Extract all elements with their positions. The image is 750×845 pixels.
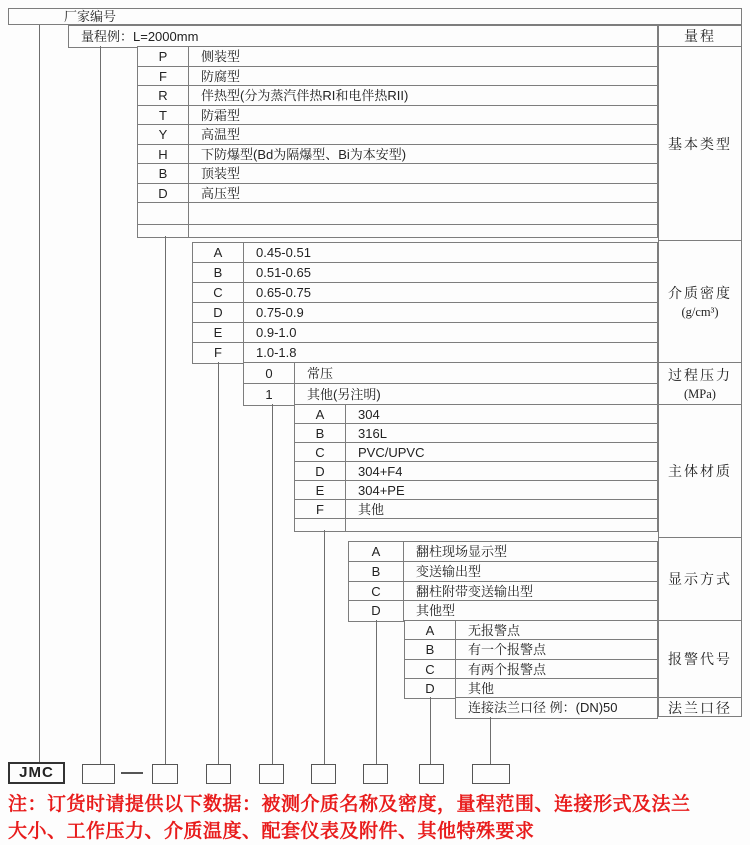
row-code: F xyxy=(295,500,346,518)
section-alarm xyxy=(404,620,658,699)
table-row xyxy=(193,263,657,283)
table-row xyxy=(138,47,657,67)
table-row xyxy=(295,443,657,462)
code-box xyxy=(419,764,444,784)
table-row xyxy=(295,481,657,500)
connector-line xyxy=(430,697,431,764)
row-description: 高压型 xyxy=(201,185,241,201)
row-code: R xyxy=(138,86,189,105)
category-label-range xyxy=(659,26,741,47)
table-row xyxy=(138,86,657,106)
category-label-text: 法兰口径 xyxy=(668,702,732,717)
row-description: 其他 xyxy=(358,502,385,517)
row-code: F xyxy=(138,67,189,86)
table-row xyxy=(193,283,657,303)
row-description: 304+F4 xyxy=(358,464,403,479)
category-label-text: 主体材质 xyxy=(668,465,732,480)
row-description: 无报警点 xyxy=(468,623,521,638)
row-code: A xyxy=(405,621,456,639)
row-description: 其他型 xyxy=(416,603,456,619)
row-description: 翻柱现场显示型 xyxy=(416,544,508,559)
row-description: 0.9-1.0 xyxy=(256,325,297,340)
row-description: 连接法兰口径 例：(DN)50 xyxy=(468,700,618,715)
category-label-text: 介质密度 xyxy=(668,287,732,302)
connector-line xyxy=(218,362,219,764)
row-description: 伴热型(分为蒸汽伴热RI和电伴热RII) xyxy=(201,88,409,103)
section-flange xyxy=(455,697,658,719)
table-row xyxy=(193,303,657,323)
table-row xyxy=(138,164,657,184)
row-code: A xyxy=(193,243,244,262)
row-description: 304+PE xyxy=(358,483,405,498)
row-code: A xyxy=(295,405,346,423)
row-description: 高温型 xyxy=(201,127,241,142)
row-description: 其他(另注明) xyxy=(307,387,381,402)
code-box xyxy=(472,764,510,784)
table-row xyxy=(138,225,657,237)
table-row xyxy=(138,106,657,126)
table-row xyxy=(295,500,657,519)
table-row xyxy=(295,519,657,531)
section-pressure xyxy=(243,362,658,406)
row-code: F xyxy=(193,343,244,363)
row-description: 316L xyxy=(358,426,387,441)
table-row xyxy=(295,405,657,424)
table-row xyxy=(193,343,657,363)
row-code: D xyxy=(349,601,404,621)
code-box xyxy=(311,764,336,784)
code-box xyxy=(259,764,284,784)
order-note-line2: 大小、工作压力、介质温度、配套仪表及附件、其他特殊要求 xyxy=(8,820,535,842)
row-code: B xyxy=(138,164,189,183)
connector-line xyxy=(490,717,491,764)
table-row xyxy=(69,26,657,47)
row-description: 0.45-0.51 xyxy=(256,245,311,260)
table-row xyxy=(138,67,657,87)
table-row xyxy=(405,621,657,640)
row-code: D xyxy=(138,184,189,203)
section-range xyxy=(68,25,658,48)
table-row xyxy=(138,145,657,165)
row-code: B xyxy=(349,562,404,581)
connector-line xyxy=(272,404,273,764)
row-description: 顶装型 xyxy=(201,166,241,181)
row-code: C xyxy=(295,443,346,461)
row-description: 其他 xyxy=(468,680,495,696)
row-code: D xyxy=(193,303,244,322)
row-code xyxy=(295,519,346,531)
row-description: 常压 xyxy=(307,366,334,381)
connector-line xyxy=(165,236,166,764)
category-label-material xyxy=(659,405,741,538)
row-description xyxy=(189,203,201,224)
connector-line xyxy=(376,620,377,764)
table-row xyxy=(349,582,657,602)
category-label-alarm xyxy=(659,621,741,698)
table-row xyxy=(138,125,657,145)
row-description: 侧装型 xyxy=(201,49,241,64)
section-basic-type xyxy=(137,46,658,238)
row-code: T xyxy=(138,106,189,125)
code-box xyxy=(82,764,115,784)
category-label-text: 量程 xyxy=(684,30,716,45)
category-label-unit: (g/cm³) xyxy=(681,305,719,319)
row-code: 1 xyxy=(244,384,295,405)
row-description xyxy=(189,225,201,237)
category-label-column xyxy=(658,25,742,717)
row-code: D xyxy=(405,679,456,698)
row-description: 0.51-0.65 xyxy=(256,265,311,280)
category-label-basic-type xyxy=(659,47,741,241)
row-description: 变送输出型 xyxy=(416,563,482,579)
section-density xyxy=(192,242,658,364)
order-note-line1: 注：订货时请提供以下数据：被测介质名称及密度，量程范围、连接形式及法兰 xyxy=(8,794,691,815)
row-description: 0.75-0.9 xyxy=(256,305,304,320)
row-code: B xyxy=(405,640,456,658)
table-row xyxy=(405,679,657,698)
row-description: 304 xyxy=(358,407,380,422)
row-code: C xyxy=(405,660,456,678)
row-code: B xyxy=(193,263,244,282)
row-description: 翻柱附带变送输出型 xyxy=(416,583,534,599)
row-code: H xyxy=(138,145,189,164)
table-row xyxy=(193,243,657,263)
table-row xyxy=(349,562,657,582)
section-display xyxy=(348,541,658,622)
row-code: B xyxy=(295,424,346,442)
row-code xyxy=(138,203,189,224)
table-row xyxy=(349,601,657,621)
category-label-flange xyxy=(659,698,741,718)
order-note xyxy=(8,792,746,845)
manufacturer-code-box: 厂家编号 xyxy=(8,8,742,25)
row-description: 1.0-1.8 xyxy=(256,345,297,360)
category-label-text: 显示方式 xyxy=(668,573,732,588)
table-row xyxy=(138,203,657,225)
table-row xyxy=(349,542,657,562)
row-code: E xyxy=(193,323,244,342)
table-row xyxy=(244,363,657,384)
table-row xyxy=(405,640,657,659)
dash-separator xyxy=(121,772,143,774)
table-row xyxy=(138,184,657,204)
table-row xyxy=(405,660,657,679)
row-code: E xyxy=(295,481,346,499)
row-description: 量程例：L=2000mm xyxy=(81,29,199,44)
row-description xyxy=(346,519,358,531)
row-description: 防腐型 xyxy=(201,68,241,84)
row-description: 下防爆型(Bd为隔爆型、Bi为本安型) xyxy=(201,146,407,162)
connector-line xyxy=(39,25,40,764)
connector-line xyxy=(100,46,101,764)
category-label-text: 报警代号 xyxy=(668,653,732,668)
code-box xyxy=(363,764,388,784)
row-description: 有一个报警点 xyxy=(468,642,547,658)
table-row xyxy=(295,424,657,443)
connector-line xyxy=(324,530,325,764)
row-description: PVC/UPVC xyxy=(358,445,425,460)
table-row xyxy=(244,384,657,405)
table-row xyxy=(295,462,657,481)
section-material xyxy=(294,404,658,532)
category-label-text: 过程压力 xyxy=(668,369,732,384)
code-box xyxy=(206,764,231,784)
code-box xyxy=(152,764,178,784)
row-code: P xyxy=(138,47,189,66)
row-code: C xyxy=(349,582,404,601)
row-code: A xyxy=(349,542,404,561)
row-code: D xyxy=(295,462,346,480)
row-code: C xyxy=(193,283,244,302)
category-label-unit: (MPa) xyxy=(684,387,716,401)
row-code: Y xyxy=(138,125,189,144)
row-code xyxy=(138,225,189,237)
row-description: 有两个报警点 xyxy=(468,661,547,677)
category-label-density xyxy=(659,241,741,363)
category-label-display xyxy=(659,538,741,621)
row-description: 防霜型 xyxy=(201,107,241,123)
category-label-pressure xyxy=(659,363,741,405)
table-row xyxy=(456,698,657,718)
row-description: 0.65-0.75 xyxy=(256,285,311,300)
category-label-text: 基本类型 xyxy=(668,137,732,153)
row-code: 0 xyxy=(244,363,295,383)
table-row xyxy=(193,323,657,343)
model-prefix-box: JMC xyxy=(8,762,65,784)
